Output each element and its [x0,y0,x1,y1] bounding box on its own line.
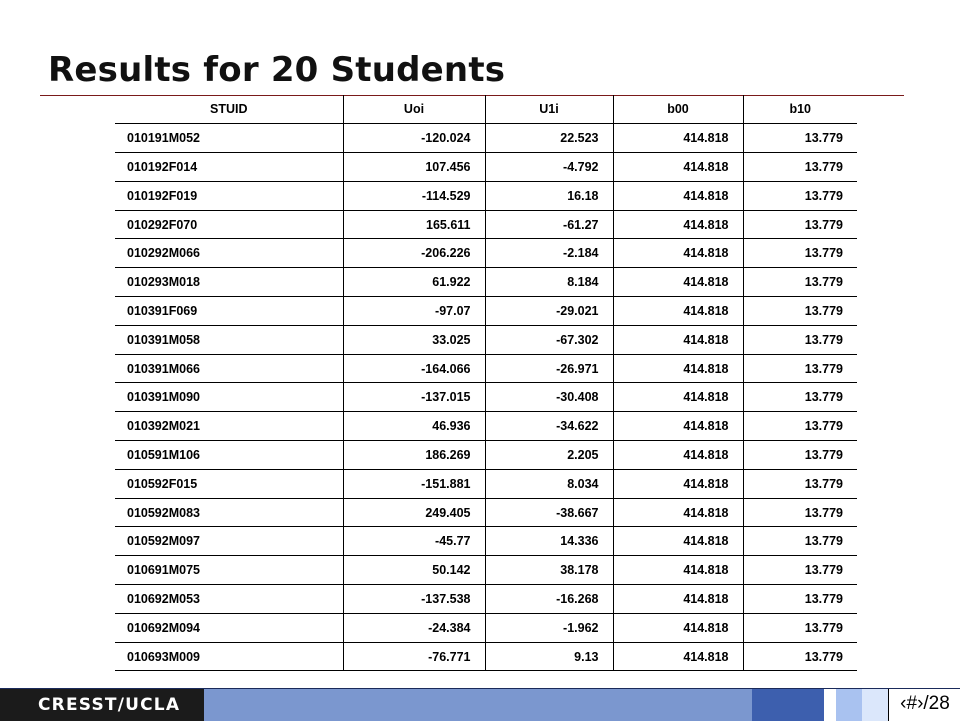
value-cell: -30.408 [485,383,613,412]
page-total: /28 [923,693,950,714]
table-row [115,153,857,182]
results-table [115,95,857,671]
value-cell: 414.818 [613,181,743,210]
student-id-cell: 010191M052 [115,124,343,153]
value-cell: -26.971 [485,354,613,383]
table-row [115,181,857,210]
value-cell: -97.07 [343,297,485,326]
value-cell: 13.779 [743,498,857,527]
value-cell: 13.779 [743,354,857,383]
value-cell: 13.779 [743,527,857,556]
logo-text: CRESST/UCLA [38,695,181,715]
table-row [115,642,857,671]
value-cell: 107.456 [343,153,485,182]
value-cell: 13.779 [743,268,857,297]
value-cell: 9.13 [485,642,613,671]
value-cell: 13.779 [743,642,857,671]
value-cell: -4.792 [485,153,613,182]
student-id-cell: 010592M083 [115,498,343,527]
column-header-b10: b10 [743,95,857,124]
column-header-stuid: STUID [115,95,343,124]
value-cell: 61.922 [343,268,485,297]
value-cell: 414.818 [613,124,743,153]
value-cell: -24.384 [343,613,485,642]
student-id-cell: 010692M094 [115,613,343,642]
value-cell: 13.779 [743,297,857,326]
value-cell: 414.818 [613,412,743,441]
student-id-cell: 010292M066 [115,239,343,268]
value-cell: 22.523 [485,124,613,153]
page-number [888,689,960,721]
value-cell: -164.066 [343,354,485,383]
value-cell: 13.779 [743,383,857,412]
value-cell: -1.962 [485,613,613,642]
value-cell: 13.779 [743,181,857,210]
value-cell: 33.025 [343,325,485,354]
value-cell: 414.818 [613,556,743,585]
value-cell: 38.178 [485,556,613,585]
value-cell: 13.779 [743,210,857,239]
value-cell: -38.667 [485,498,613,527]
table-row [115,268,857,297]
value-cell: 8.034 [485,469,613,498]
value-cell: -16.268 [485,585,613,614]
value-cell: -137.015 [343,383,485,412]
value-cell: -206.226 [343,239,485,268]
table-row [115,585,857,614]
student-id-cell: 010391M058 [115,325,343,354]
value-cell: 414.818 [613,642,743,671]
column-header-uoi: Uoi [343,95,485,124]
table-header-row [115,95,857,124]
value-cell: 14.336 [485,527,613,556]
footer-band-main [204,689,752,721]
value-cell: -76.771 [343,642,485,671]
value-cell: 249.405 [343,498,485,527]
value-cell: 414.818 [613,498,743,527]
value-cell: 13.779 [743,613,857,642]
student-id-cell: 010692M053 [115,585,343,614]
table-row [115,412,857,441]
student-id-cell: 010192F014 [115,153,343,182]
value-cell: 13.779 [743,124,857,153]
slide-title: Results for 20 Students [48,50,506,90]
student-id-cell: 010192F019 [115,181,343,210]
value-cell: -120.024 [343,124,485,153]
value-cell: 414.818 [613,613,743,642]
student-id-cell: 010592F015 [115,469,343,498]
value-cell: 414.818 [613,268,743,297]
student-id-cell: 010292F070 [115,210,343,239]
value-cell: 414.818 [613,354,743,383]
value-cell: 13.779 [743,469,857,498]
value-cell: 414.818 [613,441,743,470]
footer-band-pale [862,689,888,721]
table-row [115,239,857,268]
student-id-cell: 010693M009 [115,642,343,671]
student-id-cell: 010592M097 [115,527,343,556]
value-cell: 414.818 [613,527,743,556]
value-cell: 165.611 [343,210,485,239]
student-id-cell: 010691M075 [115,556,343,585]
value-cell: 8.184 [485,268,613,297]
value-cell: 2.205 [485,441,613,470]
value-cell: 46.936 [343,412,485,441]
table-row [115,469,857,498]
table-row [115,527,857,556]
page-current: ‹#› [900,693,924,714]
column-header-b00: b00 [613,95,743,124]
value-cell: -34.622 [485,412,613,441]
value-cell: 13.779 [743,441,857,470]
column-header-u1i: U1i [485,95,613,124]
value-cell: 414.818 [613,469,743,498]
value-cell: 414.818 [613,325,743,354]
student-id-cell: 010391M090 [115,383,343,412]
value-cell: -45.77 [343,527,485,556]
value-cell: 414.818 [613,153,743,182]
slide-footer [0,688,960,721]
table-row [115,210,857,239]
student-id-cell: 010591M106 [115,441,343,470]
footer-band-light [836,689,862,721]
table-row [115,325,857,354]
cresst-ucla-logo [0,689,204,721]
student-id-cell: 010392M021 [115,412,343,441]
table-row [115,556,857,585]
value-cell: 414.818 [613,383,743,412]
value-cell: 13.779 [743,325,857,354]
table-row [115,297,857,326]
table-row [115,124,857,153]
value-cell: 414.818 [613,297,743,326]
value-cell: -2.184 [485,239,613,268]
table-row [115,498,857,527]
value-cell: -151.881 [343,469,485,498]
footer-band-dark [752,689,824,721]
value-cell: 16.18 [485,181,613,210]
value-cell: 50.142 [343,556,485,585]
value-cell: -61.27 [485,210,613,239]
value-cell: -67.302 [485,325,613,354]
value-cell: 13.779 [743,585,857,614]
table-row [115,383,857,412]
table-row [115,613,857,642]
value-cell: -114.529 [343,181,485,210]
value-cell: -29.021 [485,297,613,326]
value-cell: 13.779 [743,556,857,585]
value-cell: 13.779 [743,153,857,182]
value-cell: 13.779 [743,239,857,268]
value-cell: 414.818 [613,239,743,268]
value-cell: 414.818 [613,210,743,239]
value-cell: 414.818 [613,585,743,614]
student-id-cell: 010391M066 [115,354,343,383]
table-body [115,124,857,671]
value-cell: 13.779 [743,412,857,441]
value-cell: -137.538 [343,585,485,614]
table-row [115,441,857,470]
student-id-cell: 010391F069 [115,297,343,326]
table-row [115,354,857,383]
student-id-cell: 010293M018 [115,268,343,297]
value-cell: 186.269 [343,441,485,470]
